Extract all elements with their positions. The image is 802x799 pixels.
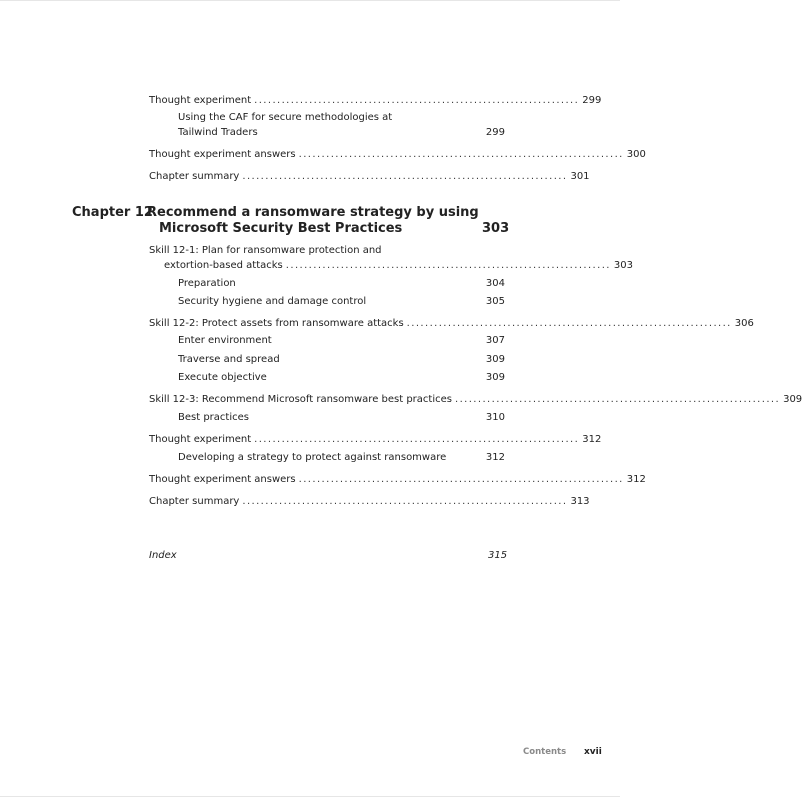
- toc-entry-page: 304: [485, 278, 505, 289]
- toc-entry-page: 299: [485, 127, 505, 138]
- toc-entry-page: 309: [485, 372, 505, 383]
- toc-entry-page: 306: [734, 318, 754, 329]
- toc-subentry: [178, 353, 505, 366]
- toc-entry-title: Thought experiment: [149, 434, 252, 445]
- toc-subentry: [178, 111, 505, 124]
- toc-entry-page: 307: [485, 335, 505, 346]
- toc-entry-page: 309: [783, 394, 802, 405]
- toc-entry: [149, 244, 505, 257]
- toc-entry-title: Thought experiment answers: [149, 474, 296, 485]
- toc-subentry: [178, 295, 505, 308]
- toc-entry-title: Skill 12-3: Recommend Microsoft ransomware best practices: [149, 394, 452, 405]
- toc-subentry: [178, 277, 505, 290]
- dot-leader: .......................................................................: [298, 149, 624, 160]
- toc-entry-page: 309: [485, 354, 505, 365]
- toc-entry-title: Skill 12-1: Plan for ransomware protection and: [149, 245, 382, 256]
- toc-entry: [149, 94, 602, 107]
- toc-entry-page: 312: [626, 474, 646, 485]
- index-page: 315: [488, 550, 508, 561]
- toc-entry-page: 300: [626, 149, 646, 160]
- chapter-page: 303: [482, 221, 510, 236]
- chapter-title: Recommend a ransomware strategy by using: [147, 205, 479, 220]
- toc-entry-title: Execute objective: [178, 372, 267, 383]
- toc-entry: [149, 495, 590, 508]
- toc-entry: [149, 393, 802, 406]
- toc-entry-title: Thought experiment: [149, 95, 252, 106]
- toc-entry-page: 303: [613, 260, 633, 271]
- toc-entry-page: 313: [570, 496, 590, 507]
- toc-entry: [149, 170, 590, 183]
- toc-entry-title: Preparation: [178, 278, 236, 289]
- toc-entry-title: Chapter summary: [149, 496, 240, 507]
- dot-leader: .......................................................................: [406, 318, 732, 329]
- toc-entry-page: 312: [582, 434, 602, 445]
- toc-entry-title-cont: Tailwind Traders: [178, 127, 258, 138]
- toc-subentry: [178, 451, 505, 464]
- dot-leader: .......................................................................: [454, 394, 781, 405]
- toc-entry-title: Best practices: [178, 412, 249, 423]
- dot-leader: .......................................................................: [254, 434, 580, 445]
- toc-entry-page: 310: [485, 412, 505, 423]
- toc-subentry: [178, 371, 505, 384]
- toc-subentry: [178, 411, 505, 424]
- toc-entry-page: 299: [582, 95, 602, 106]
- toc-entry-title: Thought experiment answers: [149, 149, 296, 160]
- dot-leader: .......................................................................: [298, 474, 624, 485]
- toc-entry-title: Skill 12-2: Protect assets from ransomware attacks: [149, 318, 404, 329]
- toc-subentry: [178, 126, 505, 139]
- dot-leader: .......................................................................: [254, 95, 580, 106]
- toc-entry-title: Developing a strategy to protect against ransomware: [178, 452, 447, 463]
- toc-subentry: [178, 334, 505, 347]
- toc-entry: [149, 148, 646, 161]
- toc-entry-page: 305: [485, 296, 505, 307]
- chapter-number: Chapter 12: [72, 205, 153, 220]
- footer-page-number: xvii: [584, 747, 602, 757]
- toc-entry: [149, 473, 646, 486]
- dot-leader: .......................................................................: [242, 496, 568, 507]
- toc-entry-title: Traverse and spread: [178, 354, 280, 365]
- index-label: Index: [149, 550, 177, 561]
- toc-entry: [164, 259, 633, 272]
- toc-entry-page: 301: [570, 171, 590, 182]
- bottom-border: [0, 796, 620, 797]
- toc-entry-title: Enter environment: [178, 335, 272, 346]
- toc-entry-title: Using the CAF for secure methodologies at: [178, 112, 393, 123]
- toc-entry: [149, 317, 754, 330]
- toc-entry: [149, 433, 602, 446]
- chapter-title-cont: Microsoft Security Best Practices: [159, 221, 403, 236]
- dot-leader: .......................................................................: [285, 260, 611, 271]
- footer-section: Contents: [523, 747, 567, 757]
- toc-entry-title: Chapter summary: [149, 171, 240, 182]
- toc-entry-page: 312: [485, 452, 505, 463]
- toc-entry-title: Security hygiene and damage control: [178, 296, 367, 307]
- toc-entry-title-cont: extortion-based attacks: [164, 260, 283, 271]
- dot-leader: .......................................................................: [242, 171, 568, 182]
- top-border: [0, 0, 620, 1]
